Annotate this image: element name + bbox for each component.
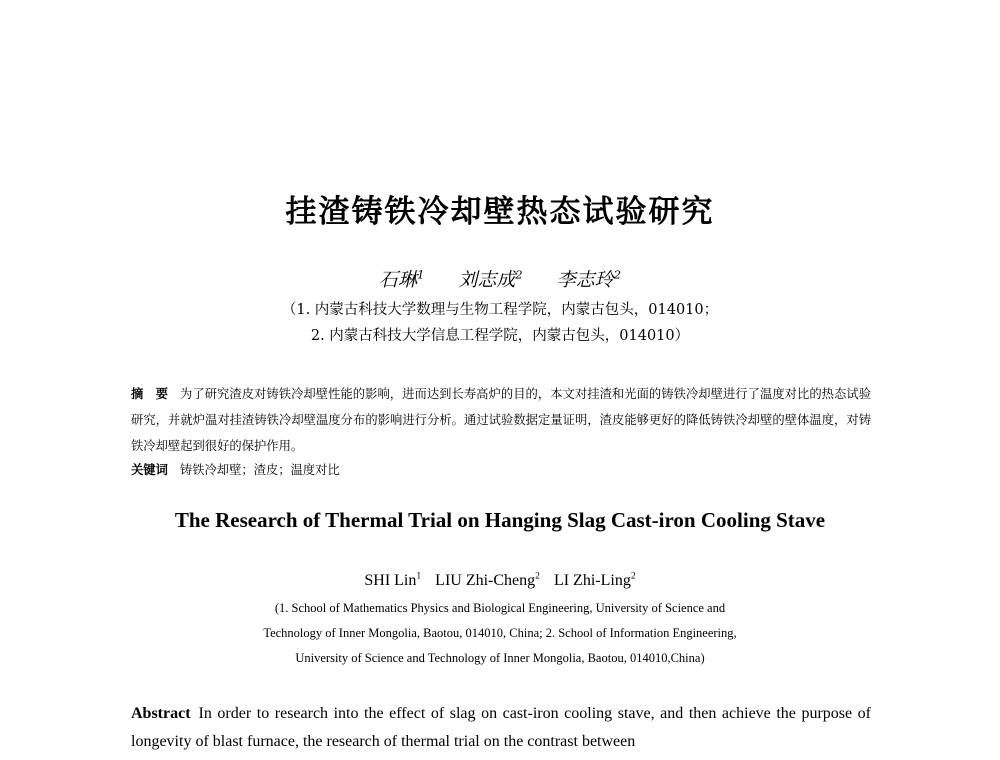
chinese-keywords-text: 铸铁冷却壁；渣皮；温度对比	[179, 463, 340, 477]
english-authors	[0, 572, 1000, 590]
chinese-abstract	[131, 381, 871, 459]
chinese-affiliation-line-1: （1. 内蒙古科技大学数理与生物工程学院，内蒙古包头，014010；	[281, 302, 719, 318]
english-abstract-text: In order to research into the effect of slag on cast-iron cooling stave, and then achieve the purpose of longevity of blast furnace, the research of thermal trial on the contrast between	[131, 705, 871, 750]
chinese-author-2: 刘志成$^2$	[458, 267, 523, 291]
chinese-abstract-text: 为了研究渣皮对铸铁冷却壁性能的影响，进而达到长寿高炉的目的，本文对挂渣和光面的铸铁冷却壁进行了温度对比的热态试验研究，并就炉温对挂渣铸铁冷却壁温度分布的影响进行分析。通过试验数据定量证明，渣皮能够更好的降低铸铁冷却壁的壁体温度，对铸铁冷却壁起到很好的保护作用。	[131, 387, 871, 453]
english-affiliation-line-3: University of Science and Technology of Inner Mongolia, Baotou, 014010,China)	[295, 651, 705, 665]
chinese-authors	[0, 265, 1000, 292]
chinese-title: 挂渣铸铁冷却壁热态试验研究	[285, 194, 715, 230]
english-abstract-label: Abstract	[131, 705, 191, 722]
english-author-2: LIU Zhi-Cheng$^2$	[435, 570, 540, 589]
english-affiliation-line-1: (1. School of Mathematics Physics and Biological Engineering, University of Science and	[274, 601, 726, 615]
chinese-keywords	[131, 459, 871, 481]
chinese-abstract-label: 摘 要	[131, 387, 169, 401]
english-author-3: LI Zhi-Ling$^2$	[553, 570, 636, 589]
chinese-keywords-label: 关键词	[131, 463, 168, 477]
english-abstract	[131, 700, 871, 756]
chinese-affiliation-line-2: 2. 内蒙古科技大学信息工程学院，内蒙古包头，014010）	[310, 328, 690, 344]
english-affiliation-line-2: Technology of Inner Mongolia, Baotou, 014010, China; 2. School of Information Engineering,	[263, 626, 737, 640]
chinese-author-3: 李志玲$^2$	[556, 267, 621, 291]
english-title: The Research of Thermal Trial on Hanging Slag Cast-iron Cooling Stave	[174, 508, 826, 532]
english-author-1: SHI Lin$^1$	[364, 570, 422, 589]
chinese-author-1: 石琳$^1$	[379, 267, 425, 291]
